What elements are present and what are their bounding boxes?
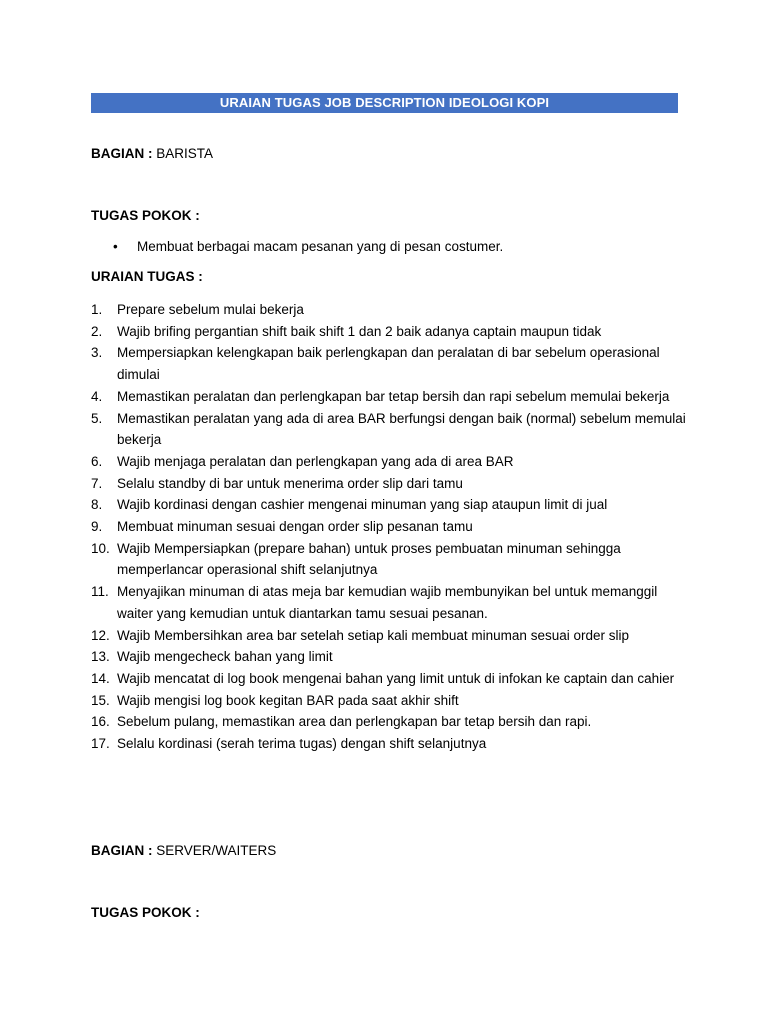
- list-number: 17.: [91, 736, 110, 752]
- list-number: 11.: [91, 584, 109, 600]
- list-item: [91, 581, 691, 624]
- list-item: [91, 668, 691, 690]
- list-text: Prepare sebelum mulai bekerja: [117, 302, 304, 317]
- uraian-tugas-heading: [91, 268, 203, 286]
- tugas-pokok-item: [113, 238, 503, 256]
- list-number: 8.: [91, 497, 103, 513]
- list-text: Selalu standby di bar untuk menerima order slip dari tamu: [117, 475, 463, 491]
- bagian-value: BARISTA: [156, 146, 214, 161]
- list-item: [91, 299, 691, 321]
- list-item: [91, 473, 691, 495]
- list-number: 16.: [91, 714, 110, 730]
- list-item: [91, 516, 691, 538]
- bagian-label: BAGIAN :: [91, 843, 153, 858]
- list-number: 14.: [91, 670, 110, 686]
- list-text: Wajib Membersihkan area bar setelah setiap kali membuat minuman sesuai order slip: [117, 627, 629, 643]
- list-text: Wajib kordinasi dengan cashier mengenai minuman yang siap ataupun limit di jual: [117, 497, 608, 513]
- list-text: Memastikan peralatan yang ada di area BAR berfungsi dengan baik (normal) sebelum memulai bekerja: [117, 410, 686, 448]
- tugas-pokok-text: Membuat berbagai macam pesanan yang di pesan costumer.: [137, 239, 504, 254]
- section-server-heading: [91, 842, 276, 860]
- tugas-pokok-heading: [91, 904, 200, 922]
- list-text: Memastikan peralatan dan perlengkapan bar tetap bersih dan rapi sebelum memulai bekerja: [117, 388, 670, 404]
- section-barista-heading: [91, 145, 213, 163]
- list-item: [91, 451, 691, 473]
- list-item: [91, 538, 691, 581]
- document-title: URAIAN TUGAS JOB DESCRIPTION IDEOLOGI KOPI: [91, 93, 678, 113]
- tugas-pokok-heading: [91, 207, 200, 225]
- bullet-icon: •: [113, 239, 118, 254]
- list-number: 9.: [91, 519, 103, 535]
- list-number: 6.: [91, 453, 103, 469]
- list-item: [91, 408, 691, 451]
- list-text: Wajib mengecheck bahan yang limit: [117, 649, 333, 665]
- list-item: [91, 733, 691, 755]
- list-number: 13.: [91, 649, 110, 665]
- list-number: 2.: [91, 323, 103, 339]
- list-text: Mempersiapkan kelengkapan baik perlengkapan dan peralatan di bar sebelum operasional dimulai: [117, 345, 660, 383]
- list-number: 7.: [91, 475, 103, 491]
- list-item: [91, 690, 691, 712]
- list-item: [91, 494, 691, 516]
- uraian-tugas-label: URAIAN TUGAS :: [91, 269, 203, 284]
- list-text: Wajib brifing pergantian shift baik shift 1 dan 2 baik adanya captain maupun tidak: [117, 323, 602, 339]
- bagian-label: BAGIAN :: [91, 146, 153, 161]
- list-text: Wajib mencatat di log book mengenai bahan yang limit untuk di infokan ke captain dan cahier: [117, 670, 675, 686]
- list-item: [91, 321, 691, 343]
- tugas-pokok-label: TUGAS POKOK :: [91, 208, 200, 223]
- uraian-tugas-list: [91, 299, 691, 755]
- list-text: Membuat minuman sesuai dengan order slip pesanan tamu: [117, 519, 473, 535]
- list-number: 1.: [91, 302, 103, 317]
- tugas-pokok-label: TUGAS POKOK :: [91, 905, 200, 920]
- list-text: Wajib Mempersiapkan (prepare bahan) untuk proses pembuatan minuman sehingga memperlancar operasional shift selanjutnya: [117, 540, 621, 578]
- list-item: [91, 386, 691, 408]
- list-text: Sebelum pulang, memastikan area dan perlengkapan bar tetap bersih dan rapi.: [117, 714, 592, 730]
- list-number: 5.: [91, 410, 103, 426]
- list-item: [91, 646, 691, 668]
- list-text: Menyajikan minuman di atas meja bar kemudian wajib membunyikan bel untuk memanggil waiter yang kemudian untuk diantarkan tamu sesuai pesanan.: [117, 584, 658, 621]
- list-number: 10.: [91, 540, 110, 556]
- list-item: [91, 625, 691, 647]
- list-text: Wajib mengisi log book kegitan BAR pada saat akhir shift: [117, 692, 459, 708]
- list-item: [91, 342, 691, 385]
- list-text: Wajib menjaga peralatan dan perlengkapan yang ada di area BAR: [117, 453, 514, 469]
- list-number: 12.: [91, 627, 110, 643]
- list-number: 15.: [91, 692, 110, 708]
- list-text: Selalu kordinasi (serah terima tugas) dengan shift selanjutnya: [117, 736, 487, 752]
- bagian-value: SERVER/WAITERS: [156, 843, 277, 858]
- list-number: 4.: [91, 388, 103, 404]
- list-number: 3.: [91, 345, 103, 361]
- list-item: [91, 711, 691, 733]
